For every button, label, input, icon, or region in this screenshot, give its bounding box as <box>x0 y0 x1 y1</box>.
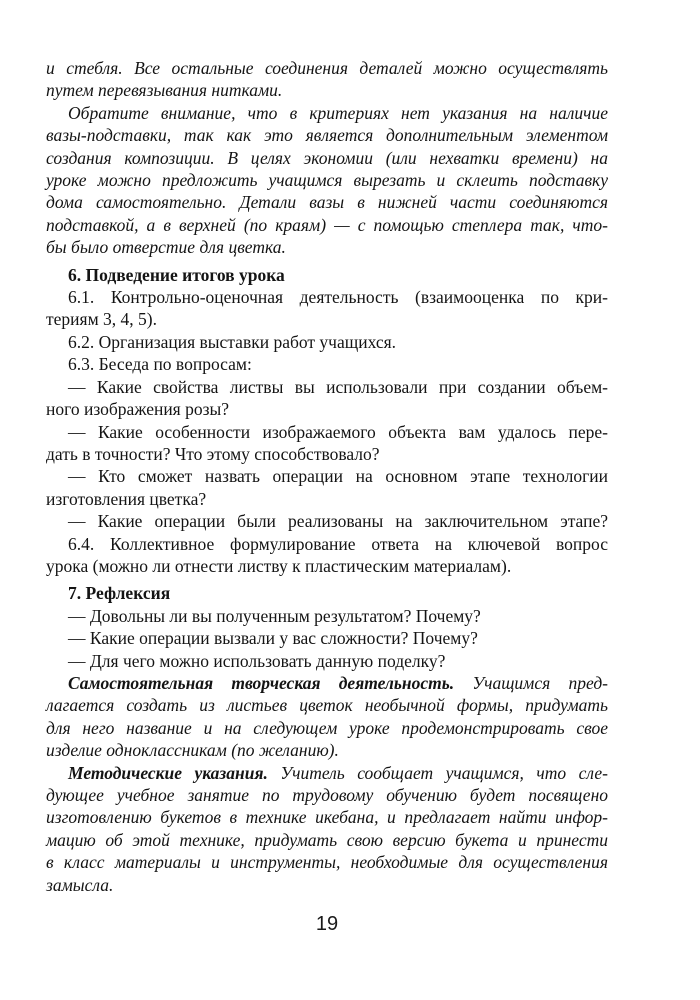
text-line <box>46 57 608 79</box>
text-line <box>46 851 608 873</box>
text-segment: — Довольны ли вы полученным результатом? Почему? <box>68 605 481 626</box>
text-segment: — Какие особенности изображаемого объекта вам удалось пере- <box>68 421 608 442</box>
independent-work-paragraph <box>46 672 608 694</box>
text-line <box>46 650 608 672</box>
text-line <box>46 376 608 398</box>
text-segment: уроке можно предложить учащимся вырезать и склеить подставку <box>46 170 608 191</box>
methodical-notes-paragraph <box>46 762 608 784</box>
text-segment: Самостоятельная творческая деятельность. <box>68 672 455 693</box>
text-segment: вазы-подставки, так как это является дополнительным элементом <box>46 125 608 146</box>
text-line <box>46 465 608 487</box>
text-segment: 6.1. Контрольно-оценочная деятельность (взаимооценка по кри- <box>68 287 608 308</box>
text-segment: изготовления цветка? <box>46 488 207 509</box>
section-heading-7 <box>46 582 608 604</box>
text-segment: 6. Подведение итогов урока <box>68 264 285 285</box>
text-segment: дать в точности? Что этому способствовало? <box>46 443 380 464</box>
text-segment: замысла. <box>46 874 114 895</box>
text-segment: — Какие операции вызвали у вас сложности? Почему? <box>68 628 478 649</box>
text-line <box>46 627 608 649</box>
text-line <box>46 443 608 465</box>
text-segment: — Какие операции были реализованы на заключительном этапе? <box>68 511 608 532</box>
text-segment: 6.2. Организация выставки работ учащихся. <box>68 331 397 352</box>
text-line <box>46 533 608 555</box>
text-line <box>46 605 608 627</box>
text-segment: 6.4. Коллективное формулирование ответа на ключевой вопрос <box>68 533 608 554</box>
text-segment: и стебля. Все остальные соединения деталей можно осуществлять <box>46 58 608 78</box>
text-line <box>46 694 608 716</box>
text-line <box>46 806 608 828</box>
text-segment: мацию об этой технике, придумать свою версию букета и принести <box>46 829 608 850</box>
text-line <box>46 874 608 896</box>
text-segment: — Кто сможет назвать операции на основном этапе технологии <box>68 466 608 487</box>
text-segment: создания композиции. В целях экономии (или нехватки времени) на <box>46 147 608 168</box>
text-segment: Учащимся пред- <box>454 672 608 693</box>
text-segment: 6.3. Беседа по вопросам: <box>68 354 252 375</box>
text-segment: изделие одноклассникам (по желанию). <box>46 740 339 761</box>
text-segment: дующее учебное занятие по трудовому обучению будет посвящено <box>46 785 608 805</box>
text-line <box>46 191 608 213</box>
text-line <box>46 286 608 308</box>
text-line <box>46 353 608 375</box>
text-segment: Методические указания. <box>68 762 268 783</box>
text-line <box>46 169 608 191</box>
text-segment: териям 3, 4, 5). <box>46 309 157 330</box>
text-segment: Учитель сообщает учащимся, что сле- <box>267 762 608 783</box>
text-line <box>46 102 608 124</box>
text-block <box>46 57 608 896</box>
text-segment: урока (можно ли отнести листву к пластическим материалам). <box>46 555 512 576</box>
text-segment: дома самостоятельно. Детали вазы в нижней части соединяются <box>46 192 608 213</box>
text-line <box>46 739 608 761</box>
text-segment: — Какие свойства листвы вы использовали при создании объем- <box>68 376 608 397</box>
text-segment: 7. Рефлексия <box>68 583 171 604</box>
text-line <box>46 79 608 101</box>
text-line <box>46 555 608 577</box>
text-segment: Обратите внимание, что в критериях нет указания на наличие <box>68 102 608 123</box>
text-line <box>46 398 608 420</box>
text-line <box>46 717 608 739</box>
text-line <box>46 829 608 851</box>
section-heading-6 <box>46 264 608 286</box>
text-line <box>46 331 608 353</box>
text-segment: путем перевязывания нитками. <box>46 80 283 101</box>
text-segment: лагается создать из листьев цветок необычной формы, придумать <box>46 695 608 716</box>
text-segment: для него название и на следующем уроке продемонстрировать свое <box>46 717 608 738</box>
text-segment: подставкой, а в верхней (по краям) — с помощью степлера так, что- <box>46 214 608 235</box>
text-line <box>46 421 608 443</box>
text-segment: в класс материалы и инструменты, необходимые для осуществления <box>46 852 608 873</box>
text-segment: ного изображения розы? <box>46 399 230 420</box>
text-line <box>46 214 608 236</box>
text-line <box>46 236 608 258</box>
text-line <box>46 488 608 510</box>
text-line <box>46 308 608 330</box>
text-segment: бы было отверстие для цветка. <box>46 237 286 258</box>
text-line <box>46 510 608 532</box>
text-segment: изготовлению букетов в технике икебана, и предлагает найти инфор- <box>46 807 608 828</box>
text-line <box>46 124 608 146</box>
text-segment: — Для чего можно использовать данную поделку? <box>68 650 446 671</box>
text-line <box>46 784 608 806</box>
text-line <box>46 147 608 169</box>
page-number: 19 <box>315 913 339 935</box>
